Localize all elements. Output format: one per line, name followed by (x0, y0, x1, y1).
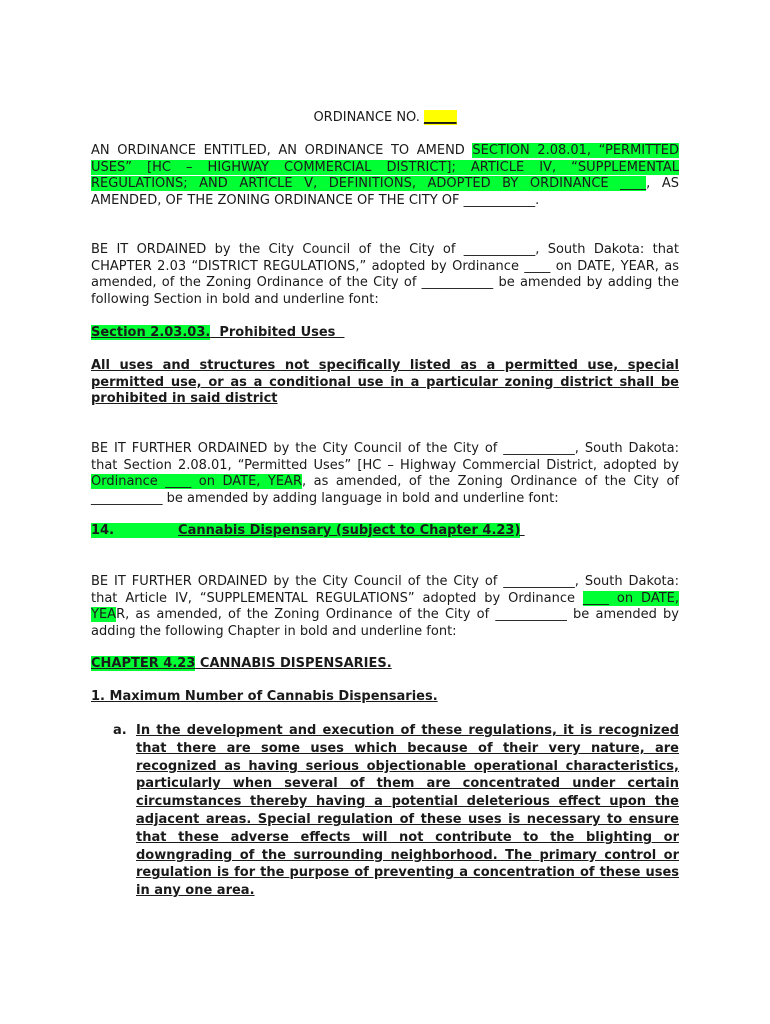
ordained-2-highlighted-text: Ordinance ____ on DATE, YEAR (91, 474, 302, 489)
ordained-3-highlighted-text: ____ on DATE, YEA (91, 590, 679, 622)
section-heading (91, 325, 679, 342)
item-14-number: 14. (91, 523, 115, 538)
item-a-label: a. (113, 723, 127, 738)
permitted-use-item-14 (91, 523, 679, 540)
ordained-3-text-post: R, as amended, of the Zoning Ordinance of the City of ___________ be amended by adding the following Chapter in bold and underline font: (91, 607, 679, 639)
chapter-title: CANNABIS DISPENSARIES. (195, 656, 392, 671)
ordinance-number-blank: _____ (424, 110, 457, 125)
section-number: Section 2.03.03. (91, 325, 211, 340)
item-a-text: In the development and execution of these regulations, it is recognized that there are some uses which because of their very nature, are recognized as having serious objectionable operational characteristics, particularly when several of them are concentrated under certain circumstances thereby having a potential deleterious effect upon the adjacent areas. Special regulation of these uses is necessary to ensure that these adverse effects will not contribute to the blighting or downgrading of the surrounding neighborhood. The primary control or regulation is for the purpose of preventing a concentration of these uses in any one area. (136, 723, 679, 899)
chapter-heading (91, 656, 679, 673)
section-title: Prohibited Uses (210, 325, 345, 340)
intro-highlighted-text: SECTION 2.08.01, “PERMITTED USES” [HC – HIGHWAY COMMERCIAL DISTRICT]; ARTICLE IV, “SUPPLEMENTAL REGULATIONS; AND ARTICLE V, DEFINITIONS, ADOPTED BY ORDINANCE ____ (91, 143, 679, 191)
ordained-3-text-pre: BE IT FURTHER ORDAINED by the City Council of the City of ___________, South Dakota: that Article IV, “SUPPLEMENTAL REGULATIONS” adopted by Ordinance (91, 574, 679, 606)
item-14-trail (520, 523, 524, 538)
ordained-paragraph-3 (91, 574, 679, 640)
item-14-text: Cannabis Dispensary (subject to Chapter 4.23) (178, 523, 521, 538)
ordinance-title-label: ORDINANCE NO. (313, 110, 425, 125)
ordinance-title (0, 110, 770, 126)
ordained-2-text-pre: BE IT FURTHER ORDAINED by the City Council of the City of ___________, South Dakota: that Section 2.08.01, “Permitted Uses” [HC – Highway Commercial District, adopted by (91, 441, 679, 473)
heading-1-text: 1. Maximum Number of Cannabis Dispensaries. (91, 689, 438, 704)
list-item-a (113, 722, 679, 900)
intro-text-pre: AN ORDINANCE ENTITLED, AN ORDINANCE TO AMEND (91, 143, 473, 158)
section-body-text: All uses and structures not specifically listed as a permitted use, special permitted use, or as a conditional use in a particular zoning district shall be prohibited in said district (91, 358, 679, 406)
section-body (91, 358, 679, 408)
item-14-highlight (91, 523, 520, 538)
subsection-heading-1 (91, 689, 679, 706)
ordained-paragraph-1 (91, 242, 679, 308)
ordained-1-text: BE IT ORDAINED by the City Council of the City of ___________, South Dakota: that CHAPTER 2.03 “DISTRICT REGULATIONS,” adopted by Ordinance ____ on DATE, YEAR, as amended, of the Zoning Ordinance of the City of ___________ be amended by adding the following Section in bold and underline font: (91, 242, 679, 307)
chapter-number: CHAPTER 4.23 (91, 656, 196, 671)
intro-text-post: , AS AMENDED, OF THE ZONING ORDINANCE OF THE CITY OF ___________. (91, 176, 679, 208)
ordained-2-text-post: , as amended, of the Zoning Ordinance of the City of ___________ be amended by adding language in bold and underline font: (91, 474, 679, 506)
ordinance-intro-paragraph (91, 143, 679, 209)
ordained-paragraph-2 (91, 441, 679, 507)
